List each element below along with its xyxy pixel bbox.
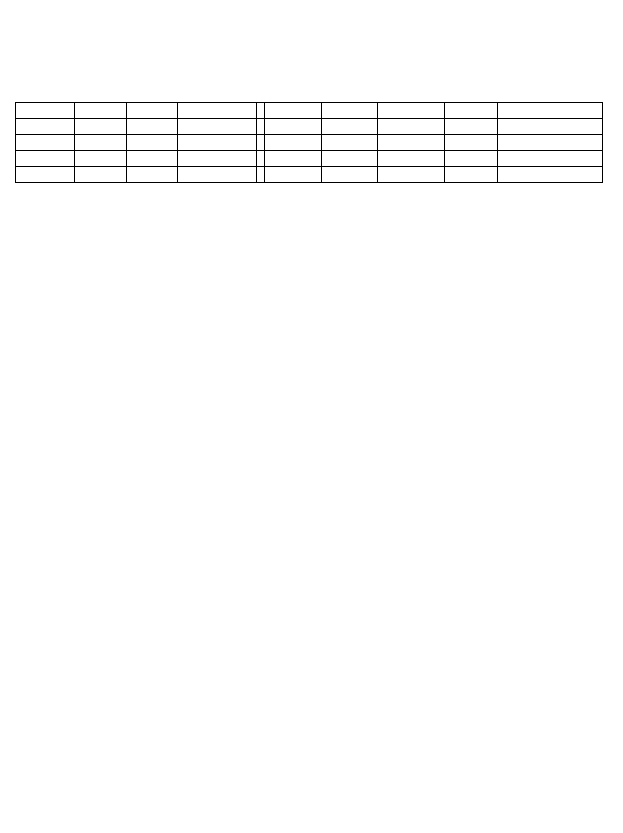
table-cell [378, 119, 445, 135]
table-cell [445, 135, 498, 151]
table-cell [177, 135, 256, 151]
table-cell [127, 151, 178, 167]
table-cell [497, 135, 602, 151]
schedule-table [15, 102, 603, 183]
table-cell [378, 167, 445, 183]
table-cell [264, 119, 321, 135]
table-cell [378, 135, 445, 151]
table-row [16, 151, 603, 167]
table-cell [264, 167, 321, 183]
table-cell [256, 103, 264, 119]
table-cell [127, 135, 178, 151]
table-cell [177, 103, 256, 119]
table-cell [256, 167, 264, 183]
table-cell [445, 167, 498, 183]
table-row [16, 119, 603, 135]
table-cell [378, 103, 445, 119]
table-cell [445, 103, 498, 119]
weekday-cell [16, 151, 75, 167]
table-cell [127, 119, 178, 135]
table-cell [256, 151, 264, 167]
table-cell [321, 151, 378, 167]
table-cell [378, 151, 445, 167]
table-cell [264, 151, 321, 167]
table-cell [177, 119, 256, 135]
table-cell [321, 167, 378, 183]
weekday-cell [16, 135, 75, 151]
weekday-cell [16, 119, 75, 135]
table-row [16, 103, 603, 119]
table-cell [497, 167, 602, 183]
table-cell [256, 135, 264, 151]
table-cell [321, 119, 378, 135]
table-cell [127, 167, 178, 183]
table-cell [74, 167, 127, 183]
table-cell [177, 167, 256, 183]
table-row [16, 167, 603, 183]
weekday-cell [16, 167, 75, 183]
table-cell [497, 119, 602, 135]
table-cell [321, 103, 378, 119]
weekday-cell [16, 103, 75, 119]
table-cell [264, 135, 321, 151]
table-cell [497, 151, 602, 167]
table-cell [74, 135, 127, 151]
table-cell [177, 151, 256, 167]
table-cell [74, 119, 127, 135]
table-cell [445, 151, 498, 167]
table-cell [127, 103, 178, 119]
table-cell [256, 119, 264, 135]
table-cell [74, 103, 127, 119]
table-cell [445, 119, 498, 135]
table-row [16, 135, 603, 151]
table-cell [264, 103, 321, 119]
table-cell [497, 103, 602, 119]
table-cell [74, 151, 127, 167]
table-cell [321, 135, 378, 151]
